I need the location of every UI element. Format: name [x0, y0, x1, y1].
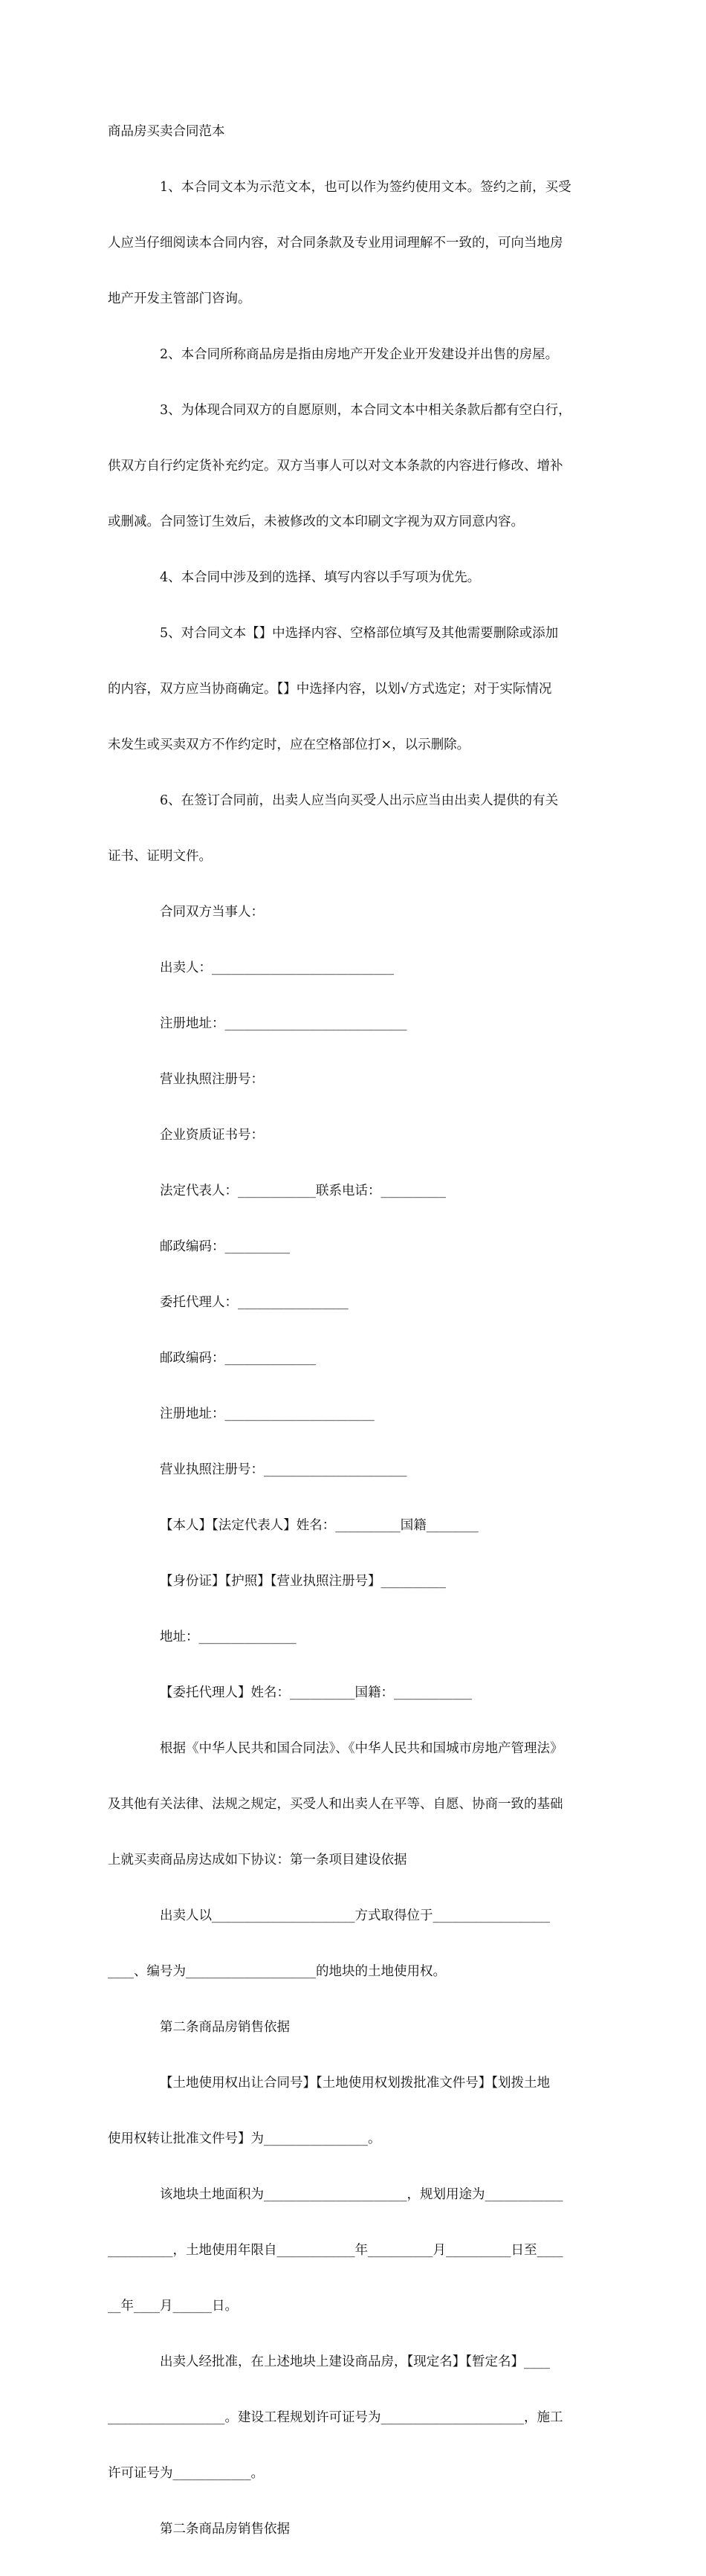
- form-field-line: 邮政编码：__________: [160, 1239, 290, 1254]
- form-field-line: 营业执照注册号：______________________: [160, 1462, 407, 1477]
- paragraph-line: 及其他有关法律、法规之规定，买受人和出卖人在平等、自愿、协商一致的基础: [108, 1797, 563, 1812]
- form-field-line: 【委托代理人】姓名：__________国籍：____________: [160, 1685, 472, 1700]
- document-title: 商品房买卖合同范本: [108, 124, 225, 139]
- paragraph-line: 该地块土地面积为______________________，规划用途为____________: [160, 2187, 563, 2202]
- paragraph-line: 4、本合同中涉及到的选择、填写内容以手写项为优先。: [160, 570, 481, 585]
- paragraph-line: 地产开发主管部门咨询。: [108, 291, 251, 306]
- form-field-line: 营业执照注册号：: [160, 1072, 264, 1087]
- paragraph-line: 上就买卖商品房达成如下协议：第一条项目建设依据: [108, 1853, 407, 1868]
- section-heading: 合同双方当事人：: [160, 905, 264, 920]
- form-field-line: 地址：_______________: [160, 1630, 297, 1644]
- form-field-line: 注册地址：_______________________: [160, 1407, 375, 1421]
- form-field-line: 企业资质证书号：: [160, 1128, 264, 1143]
- paragraph-line: 未发生或买卖双方不作约定时，应在空格部位打×，以示删除。: [108, 737, 470, 752]
- form-field-line: 出卖人：____________________________: [160, 961, 394, 975]
- form-field-line: 【本人】【法定代表人】姓名：__________国籍________: [160, 1518, 479, 1533]
- paragraph-line: 3、为体现合同双方的自愿原则，本合同文本中相关条款后都有空白行，: [160, 403, 571, 418]
- form-field-line: 委托代理人：_________________: [160, 1295, 349, 1310]
- paragraph-line: 人应当仔细阅读本合同内容，对合同条款及专业用词理解不一致的，可向当地房: [108, 236, 563, 251]
- paragraph-line: 供双方自行约定货补充约定。双方当事人可以对文本条款的内容进行修改、增补: [108, 459, 563, 474]
- paragraph-line: ____、编号为____________________的地块的土地使用权。: [108, 1964, 446, 1979]
- section-heading: 第二条商品房销售依据: [160, 2522, 290, 2537]
- form-field-line: 【身份证】【护照】【营业执照注册号】__________: [160, 1574, 446, 1589]
- contract-body: [108, 85, 602, 2576]
- paragraph-line: 1、本合同文本为示范文本，也可以作为签约使用文本。签约之前，买受: [160, 180, 571, 195]
- form-field-line: 法定代表人：____________联系电话：__________: [160, 1184, 446, 1198]
- form-field-line: 邮政编码：______________: [160, 1351, 316, 1366]
- form-field-line: 注册地址：____________________________: [160, 1016, 407, 1031]
- paragraph-line: 【土地使用权出让合同号】【土地使用权划拨批准文件号】【划拨土地: [160, 2076, 550, 2091]
- paragraph-line: __________，土地使用年限自____________年__________月__________日至____: [108, 2243, 563, 2258]
- section-heading: 第二条商品房销售依据: [160, 2020, 290, 2035]
- paragraph-line: 的内容，双方应当协商确定。【】中选择内容，以划√方式选定；对于实际情况: [108, 682, 552, 697]
- paragraph-line: 5、对合同文本【】中选择内容、空格部位填写及其他需要删除或添加: [160, 626, 559, 641]
- paragraph-line: 出卖人以______________________方式取得位于__________________: [160, 1908, 550, 1923]
- paragraph-line: __年____月______日。: [108, 2299, 238, 2314]
- paragraph-line: __________________。建设工程规划许可证号为______________________，施工: [108, 2410, 563, 2425]
- paragraph-line: 证书、证明文件。: [108, 849, 212, 864]
- paragraph-line: 根据《中华人民共和国合同法》、《中华人民共和国城市房地产管理法》: [160, 1741, 563, 1756]
- paragraph-line: 2、本合同所称商品房是指由房地产开发企业开发建设并出售的房屋。: [160, 347, 559, 362]
- paragraph-line: 出卖人经批准，在上述地块上建设商品房，【现定名】【暂定名】____: [160, 2354, 550, 2369]
- paragraph-line: 使用权转让批准文件号】为________________。: [108, 2131, 381, 2146]
- paragraph-line: 或删减。合同签订生效后，未被修改的文本印刷文字视为双方同意内容。: [108, 514, 524, 529]
- paragraph-line: 6、在签订合同前，出卖人应当向买受人出示应当由出卖人提供的有关: [160, 793, 559, 808]
- paragraph-line: 许可证号为____________。: [108, 2466, 264, 2481]
